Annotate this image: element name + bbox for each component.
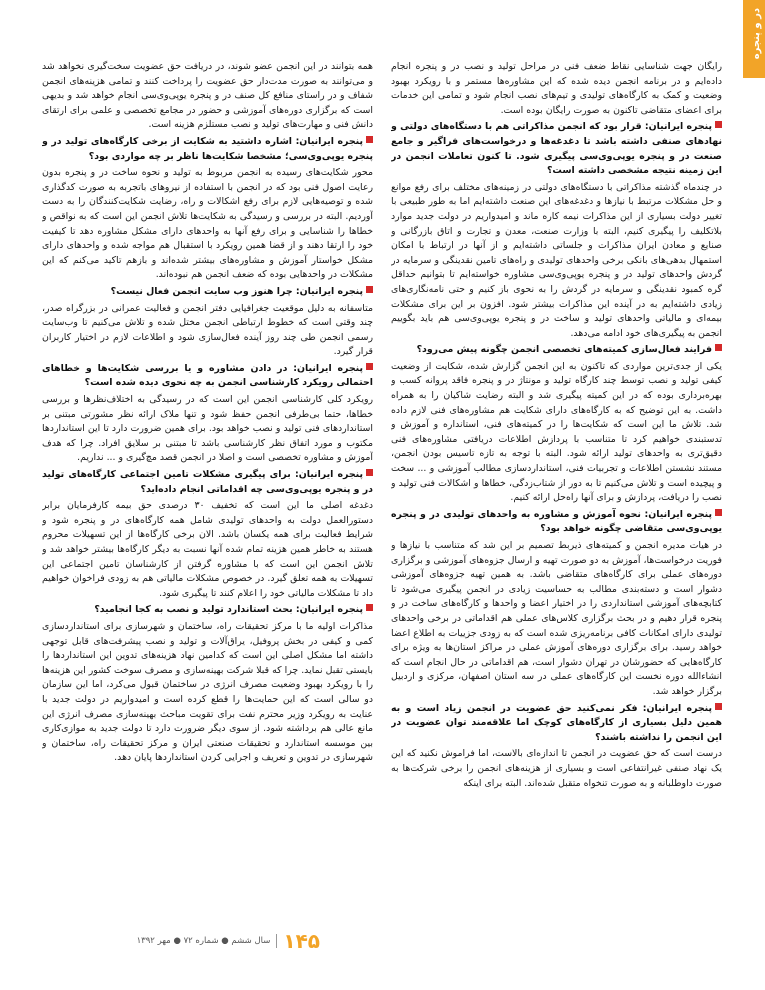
- question-text: پنجره ایرانیان: نحوه آموزش و مشاوره به واحدهای تولیدی در و پنجره یوپی‌وی‌سی متقاضی چگونه خواهد بود؟: [391, 508, 722, 535]
- body-paragraph: رایگان جهت شناسایی نقاط ضعف فنی در مراحل تولید و نصب در و پنجره انجام داده‌ایم و در برنامه انجمن دیده شده که این مشاوره‌ها مستمر و با رویکرد بهبود وضعیت و کمک به کارگاه‌های تولیدی و تیم‌های نصب انجام شود و تمامی این خدمات برای اعضای متقاضی تاکنون به صورت رایگان بوده است.: [391, 61, 722, 116]
- question-text: فرایند فعال‌سازی کمیته‌های تخصصی انجمن چگونه پیش می‌رود؟: [416, 344, 712, 356]
- body-paragraph: محور شکایت‌های رسیده به انجمن مربوط به تولید و نحوه ساخت در و پنجره بدون رعایت اصول فنی بود که در انجمن با استفاده از نیروهای باتجربه به صورت کدگذاری شده و توصیه‌هایی لازم برای رفع اشکالات و راه، رضایت شکایت‌کنندگان را به دست آوردیم. البته در بررسی و رسیدگی به شکایت‌ها تلاش انجمن این است که به نواقص و خطاها را شناسایی و برای رفع آنها به واحدهای دارای مشکل مشاوره دهد تا کیفیت خود را ارتقا دهند و از قضا همین رویکرد با استقبال هم مواجه شده و واحدهای دارای مشکل خواستار آموزش و مشاوره‌های بیشتر شده‌اند و بازهم تاکید می‌کنم که این مشکلات در واحدهایی بوده که ضعف انجمن هم نبوده‌اند.: [42, 167, 373, 281]
- footer-divider: [276, 934, 277, 948]
- question-text: پنجره ایرانیان: اشاره داشتید به شکایت از برخی کارگاه‌های تولید در و پنجره یوپی‌وی‌سی؛ مشخصا شکایت‌ها ناظر بر چه مواردی بود؟: [42, 135, 373, 162]
- body-paragraph: دغدغه اصلی ما این است که تخفیف ۳۰ درصدی حق بیمه کارفرمایان برابر دستورالعمل دولت به واحدهای تولیدی شامل همه کارگاه‌های در و پنجره شود و شرایط فعالیت برای همه یکسان باشد. الان برخی کارگاه‌ها از این تسهیلات محروم هستند به خاطر همین هزینه تمام شده آنها نسبت به دیگر کارگاه‌ها بیشتر خواهد شد و تلاش انجمن این است که با مشاوره گرفتن از کارشناسان تامین اجتماعی این تسهیلات به همه تعلق گیرد. در خصوص مشکلات مالیاتی هم به زودی فراخوان خواهیم داد تا مشکلات مالیاتی خود را اعلام کنند تا پیگیری شود.: [42, 500, 373, 599]
- question-marker-icon: [366, 604, 373, 611]
- body-paragraph: همه بتوانند در این انجمن عضو شوند، در دریافت حق عضویت سخت‌گیری نخواهد شد و می‌توانند به صورت مدت‌دار حق عضویت را پرداخت کنند و تمامی هزینه‌های انجمن شفاف و در راستای منافع کل صنف در و پنجره یوپی‌وی‌سی انجام خواهد شد و بدیهی است که برگزاری دوره‌های آموزشی و حضور در مجامع تخصصی و علمی برای ارتقای دانش فنی و مهارت‌های تولید و نصب مستلزم هزینه است.: [42, 61, 373, 131]
- body-paragraph: در چندماه گذشته مذاکراتی با دستگاه‌های دولتی در زمینه‌های مختلف برای رفع موانع و حل مشکلات مرتبط با نیازها و دغدغه‌های این صنعت داشته‌ایم اما به طور طبیعی با تغییر دولت بسیاری از این مذاکرات نیمه کاره ماند و امیدواریم در دولت جدید موارد بلاتکلیف را پیگیری کنیم، البته با وزارت صنعت، معدن و تجارت و اتاق بازرگانی و صنایع و معادن ایران مذاکرات و جلساتی داشته‌ایم و از آنها در ارتباط با امکان استمهال بدهی‌های بانکی برخی واحدهای تولیدی و راه‌های تامین نقدینگی و سرمایه در گردش واحدهای تولید در و پنجره یوپی‌وی‌سی مشاوره خواسته‌ایم تا بتوانیم حداقل گره کمبود نقدینگی و سرمایه در گردش را به نحوی باز کنیم و حتی نامه‌نگاری‌های زیادی داشته‌ایم به در آینده این مذاکرات بیشتر شود. افزون بر این برای مشکلات بیمه‌ای و مالیاتی واحدهای تولید و ساخت در و پنجره یوپی‌وی‌سی هم باید بگوییم انجمن به پیگیری‌های خود ادامه می‌دهد.: [391, 181, 722, 339]
- question-text: پنجره ایرانیان: بحث استاندارد تولید و نصب به کجا انجامید؟: [94, 604, 363, 616]
- interview-question: [391, 120, 722, 178]
- interview-question: [391, 343, 722, 358]
- section-tab: [743, 0, 765, 78]
- question-text: پنجره ایرانیان: چرا هنوز وب سایت انجمن فعال نیست؟: [110, 285, 363, 297]
- question-marker-icon: [715, 344, 722, 351]
- interview-question: [42, 285, 373, 300]
- question-marker-icon: [366, 469, 373, 476]
- body-paragraph: یکی از جدی‌ترین مواردی که تاکنون به این انجمن گزارش شده، شکایت از وضعیت کیفی تولید و نصب توسط چند کارگاه تولید و مونتاژ در و پنجره فاقد پروانه کسب و بهره‌برداری بوده که در این کمیته پیگیری شد و البته رضایت شاکیان را به همراه داشت. به این توضیح که به کارگاه‌های دارای شکایت هم مشاوره‌های فنی لازم داده شد. تلاش ما این است که شکایت‌ها را در کمیته‌های فنی، استانداره و آموزش و تدستبندی خواهیم کرد تا متناسب با پردازش اطلاعات دریافتی مشاوره‌های فنی دقیق‌تری به واحدهای تولید ارائه شود. البته با توجه به تازه تاسیس بودن انجمن، مستند نشستن اطلاعات و تجربیات فنی، استانداردسازی مطالب آموزشی و ... سخت و پیچیده است و تلاش می‌کنیم تا به دور از شتاب‌زدگی، خطاها و اشکالات فنی تولید و نصب را دریافت، پردازش و برای آنها راه‌حل ارائه کنیم.: [391, 360, 722, 504]
- question-text: پنجره ایرانیان: در دادن مشاوره و یا بررسی شکایت‌ها و خطاهای احتمالی رویکرد کارشناسی انجمن به چه نحوی دیده شده است؟: [42, 362, 373, 389]
- body-paragraph: درست است که حق عضویت در انجمن تا اندازه‌ای بالاست، اما فراموش نکنید که این یک نهاد صنفی غیرانتفاعی است و بسیاری از هزینه‌های انجمن را برخی شرکت‌ها به صورت داوطلبانه و به صورت تنخواه متقبل شده‌اند. البته برای اینکه: [391, 748, 722, 789]
- body-paragraph: در هیات مدیره انجمن و کمیته‌های ذیربط تصمیم بر این شد که متناسب با نیازها و فوریت درخواست‌ها، آموزش به دو صورت تهیه و ارسال جزوه‌های آموزشی و برگزاری دوره‌های عملی برای کارگاه‌های متقاضی باشد. به همین تهیه جزوه‌های آموزشی دشوار است و دسته‌بندی مطالب به حساسیت زیادی در انجمن پیگیری می‌شود تا کتابچه‌های آموزشی استانداردی را در اختیار اعضا و واحدها و کارگاه‌های ساخت در و پنجره قرار دهیم و در بحث برگزاری کلاس‌های عملی هم اقداماتی در برخی واحدهای تولیدی دارای امکانات کافی برنامه‌ریزی شده است که به زودی جزییات به اطلاع اعضا خواهد رسید. برای برگزاری دوره‌های آموزش عملی در مراکز استان‌ها به ویژه برای کارگاه‌هایی که حضورشان در تهران دشوار است، هم اقداماتی در حال انجام است که انشاءالله دوره نخست این کارگاه‌های عملی در سه استان اصفهان، مرکزی و اردبیل برگزار خواهد شد.: [391, 540, 722, 697]
- left-column: [42, 60, 373, 948]
- article-body: [42, 60, 722, 948]
- section-tab-label: در و پنجره: [751, 8, 762, 60]
- issue-info: سال ششم ● شماره ۷۲ ● مهر ۱۳۹۲: [136, 936, 271, 946]
- right-column: [391, 60, 722, 948]
- interview-question: [42, 362, 373, 391]
- interview-question: [42, 603, 373, 618]
- page-number: ۱۴۵: [283, 929, 320, 953]
- question-marker-icon: [715, 509, 722, 516]
- body-paragraph: متاسفانه به دلیل موقعیت جغرافیایی دفتر انجمن و فعالیت عمرانی در بزرگراه صدر، چند وقتی است که خطوط ارتباطی انجمن مختل شده و تلاش می‌کنیم تا وب‌سایت رسمی انجمن طی چند روز آینده فعال‌سازی شود و اطلاعات لازم در اختیار کاربران قرار گیرد.: [42, 302, 373, 358]
- question-marker-icon: [366, 286, 373, 293]
- body-paragraph: رویکرد کلی کارشناسی انجمن این است که در رسیدگی به اختلاف‌نظرها و بررسی خطاها، حتما بی‌طرفی انجمن حفظ شود و تنها ملاک ارائه نظر مشورتی مبتنی بر استانداردهای فنی تولید و نصب خواهد بود. برای همین ضرورت دارد تا این استانداردها مکتوب و مورد اتفاق نظر کارشناسی باشد تا مبتنی بر سلایق افراد. چرا که هدف آموزش و مشاوره تخصصی است و اصلا در انجمن قصد مچ‌گیری و ... نداریم.: [42, 394, 373, 464]
- page-footer: [20, 930, 320, 952]
- interview-question: [42, 468, 373, 497]
- interview-question: [42, 135, 373, 164]
- question-marker-icon: [715, 121, 722, 128]
- question-marker-icon: [715, 703, 722, 710]
- question-marker-icon: [366, 136, 373, 143]
- question-text: پنجره ایرانیان: برای پیگیری مشکلات تامین اجتماعی کارگاه‌های تولید در و پنجره یوپی‌وی‌سی چه اقداماتی انجام داده‌اید؟: [42, 469, 373, 495]
- question-text: پنجره ایرانیان: قرار بود که انجمن مذاکراتی هم با دستگاه‌های دولتی و نهادهای صنفی داشته باشد تا دغدغه‌ها و درخواست‌های فراگیر و جامع صنعت در و پنجره یوپی‌وی‌سی پیگیری شود. تا کنون تعاملات انجمن در این زمینه نتیجه مشخصی داشته است؟: [391, 121, 722, 177]
- question-marker-icon: [366, 363, 373, 370]
- interview-question: [391, 508, 722, 537]
- question-text: پنجره ایرانیان: فکر نمی‌کنید حق عضویت در انجمن زیاد است و به همین دلیل بسیاری از کارگاه‌های کوچک اما علاقه‌مند توان عضویت در این انجمن را نداشته باشند؟: [391, 702, 722, 743]
- interview-question: [391, 702, 722, 746]
- body-paragraph: مذاکرات اولیه ما با مرکز تحقیقات راه، ساختمان و شهرسازی برای استانداردسازی کمی و کیفی در بخش پروفیل، یراق‌آلات و تولید و نصب پیشرفت‌های قابل توجهی داشته اما مشکل اصلی این است که کدامین نهاد هزینه‌های تدوین این استانداردها را بایستی تقبل نماید. چرا که قبلا شرکت بهینه‌سازی و مصرف سوخت کشور این هزینه‌ها را با رویکرد بهبود وضعیت مصرف انرژی در ساختمان قبول می‌کرد، اما این سازمان دو سالی است که این حمایت‌ها را قطع کرده است و امیدواریم در دولت جدید با عنایت به رویکرد وزیر محترم نفت برای تقویت مباحث بهینه‌سازی مصرف انرژی این مانع عالی هم برداشته شود. از سوی دیگر ضرورت دارد تا دولت جدید به موازی‌کاری بین موسسه استاندارد و تحقیقات صنعتی ایران و مرکز تحقیقات راه، ساختمان و شهرسازی در تدوین و تعریف و اجرایی کردن استانداردها پایان دهد.: [42, 620, 373, 764]
